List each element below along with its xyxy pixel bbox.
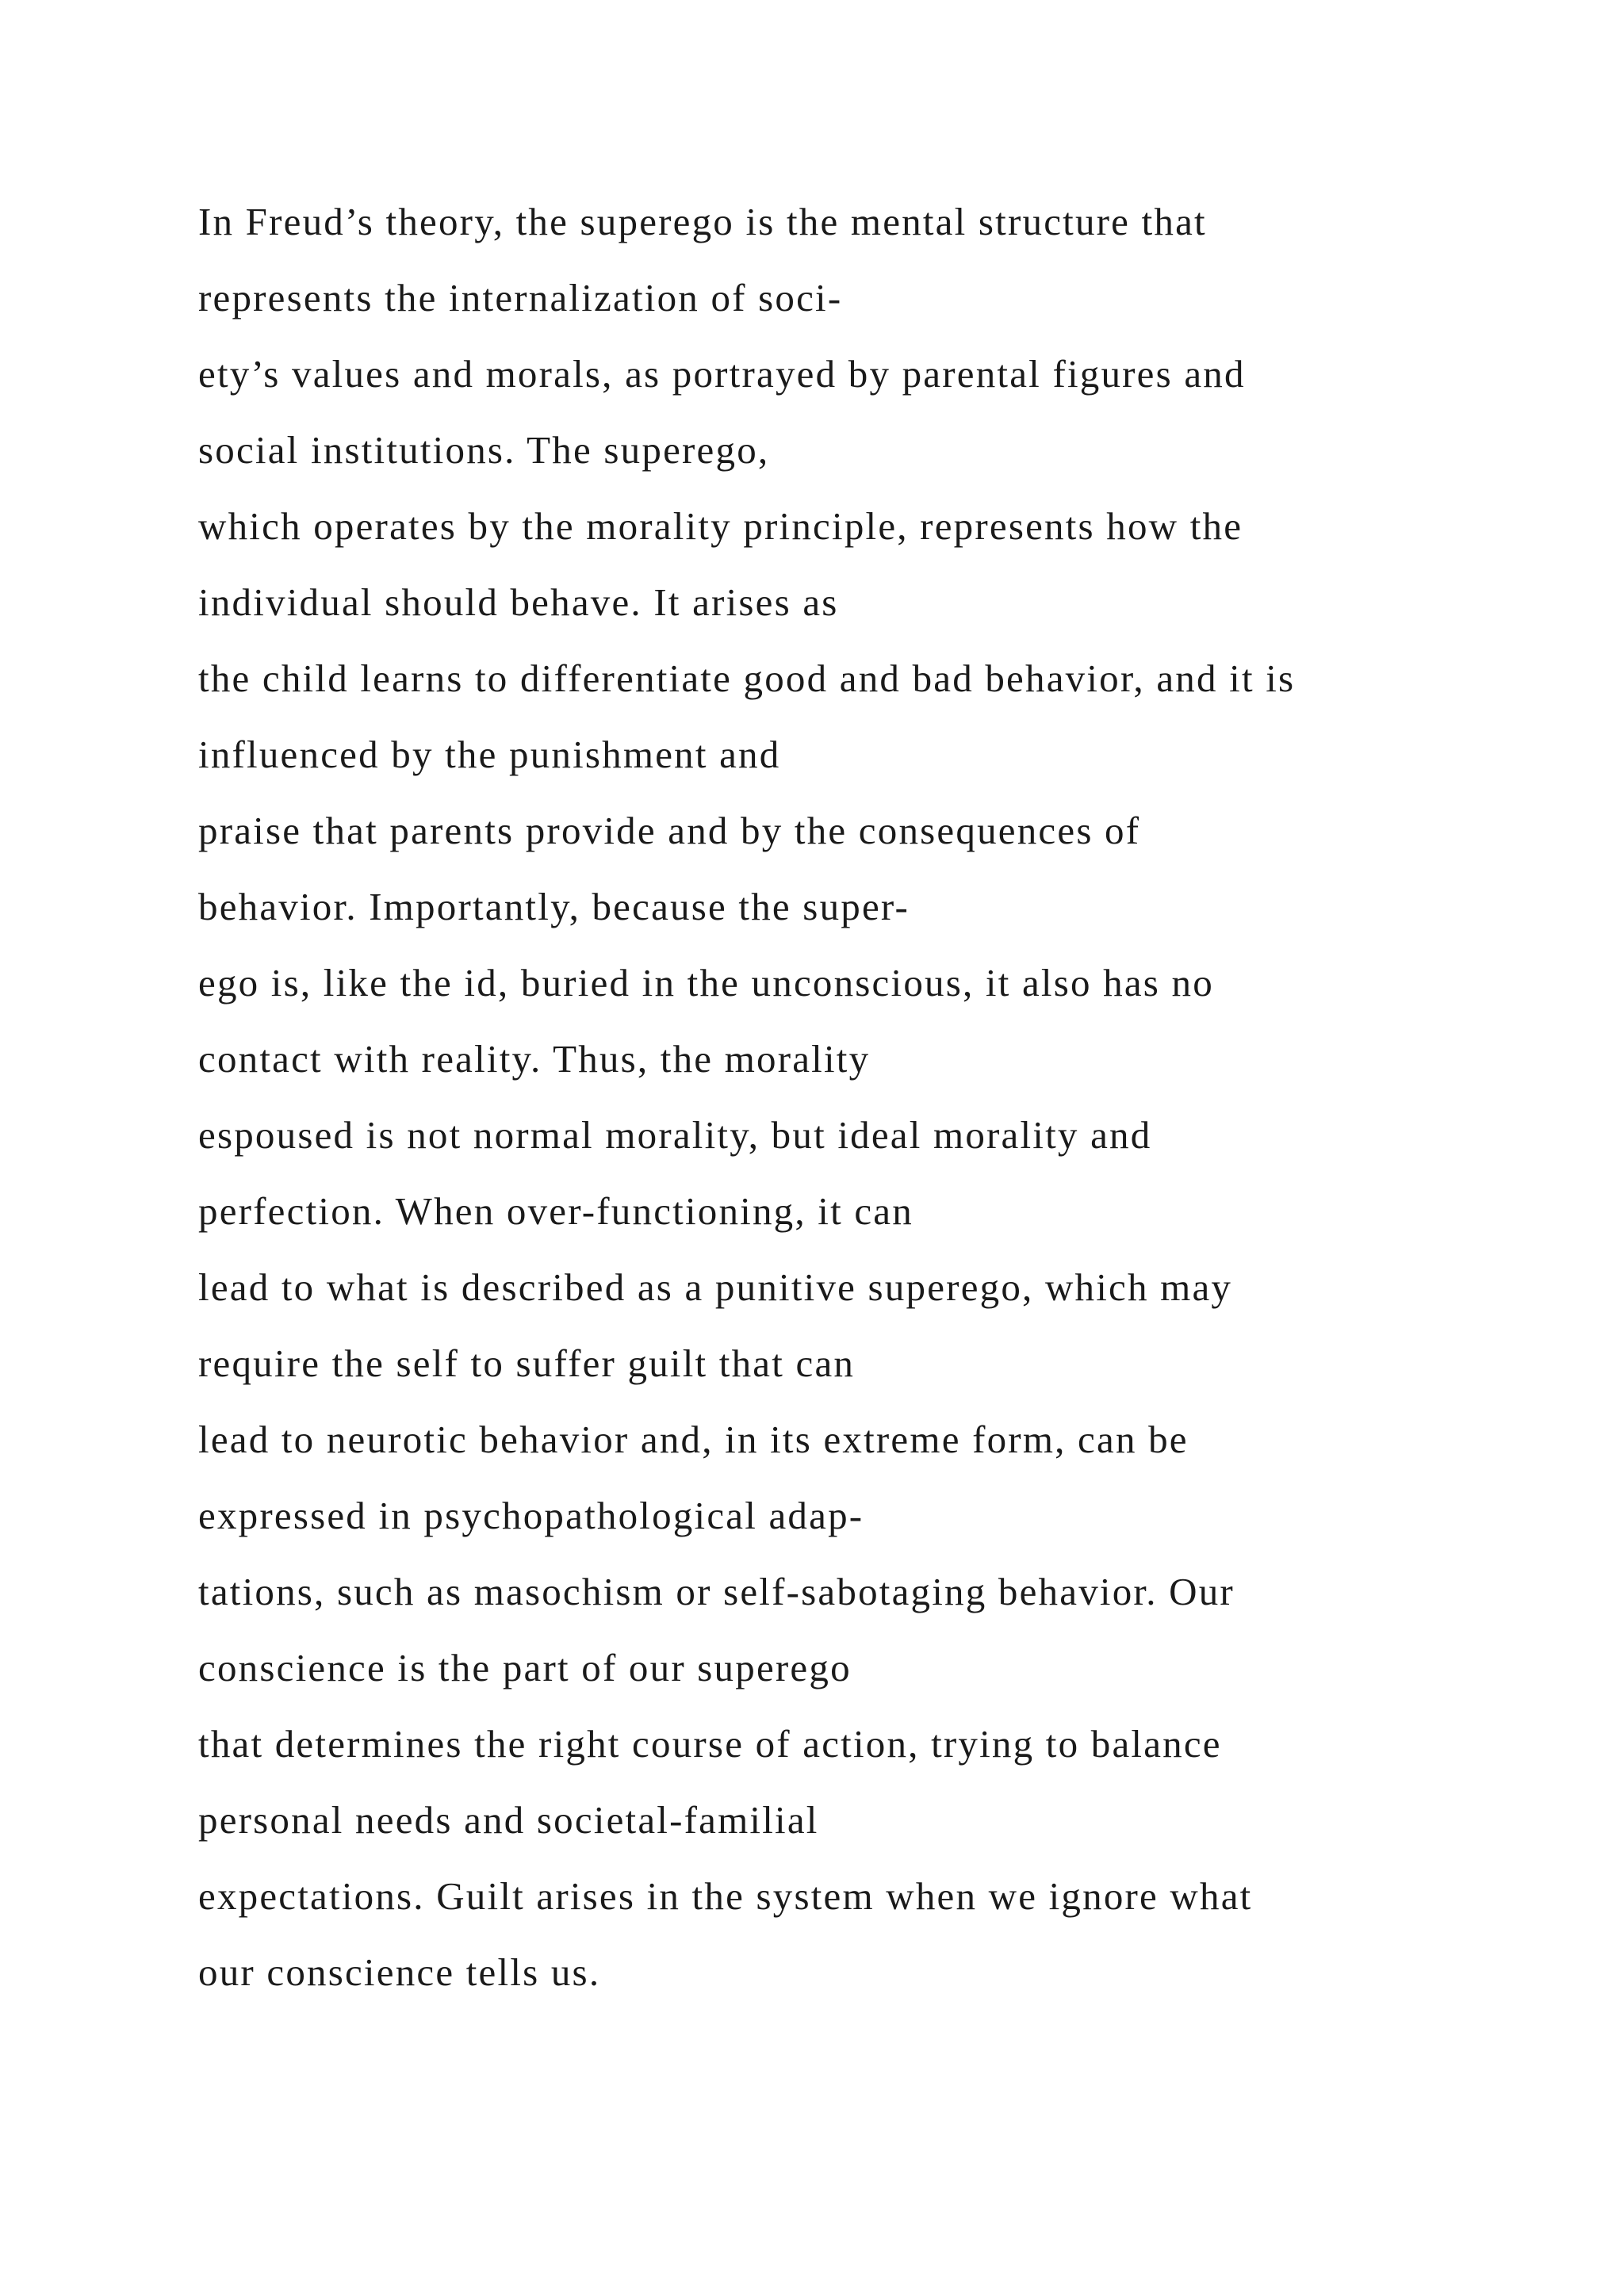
text-line: lead to what is described as a punitive superego, which may (198, 1265, 1233, 1309)
text-line: praise that parents provide and by the consequences of (198, 809, 1141, 852)
text-line: individual should behave. It arises as (198, 580, 839, 624)
text-line: lead to neurotic behavior and, in its extreme form, can be (198, 1418, 1189, 1461)
text-line: conscience is the part of our superego (198, 1646, 852, 1689)
body-text (198, 184, 1594, 2011)
text-line: expectations. Guilt arises in the system when we ignore what (198, 1874, 1253, 1918)
text-line: represents the internalization of soci- (198, 276, 843, 320)
text-line: ego is, like the id, buried in the unconscious, it also has no (198, 961, 1214, 1004)
text-line: tations, such as masochism or self-sabotaging behavior. Our (198, 1570, 1235, 1613)
text-line: In Freud’s theory, the superego is the mental structure that (198, 200, 1207, 243)
text-line: influenced by the punishment and (198, 733, 781, 776)
text-line: the child learns to differentiate good and bad behavior, and it is (198, 656, 1296, 700)
text-line: behavior. Importantly, because the super- (198, 885, 910, 928)
text-line: contact with reality. Thus, the morality (198, 1037, 871, 1081)
text-line: expressed in psychopathological adap- (198, 1494, 864, 1537)
text-line: our conscience tells us. (198, 1950, 601, 1994)
text-line: personal needs and societal-familial (198, 1798, 819, 1842)
text-line: ety’s values and morals, as portrayed by parental figures and (198, 352, 1246, 396)
text-line: espoused is not normal morality, but ideal morality and (198, 1113, 1152, 1157)
text-line: that determines the right course of action, trying to balance (198, 1722, 1222, 1766)
text-line: which operates by the morality principle, represents how the (198, 504, 1243, 548)
text-line: require the self to suffer guilt that can (198, 1341, 856, 1385)
text-line: perfection. When over-functioning, it can (198, 1189, 914, 1233)
text-line: social institutions. The superego, (198, 428, 770, 472)
